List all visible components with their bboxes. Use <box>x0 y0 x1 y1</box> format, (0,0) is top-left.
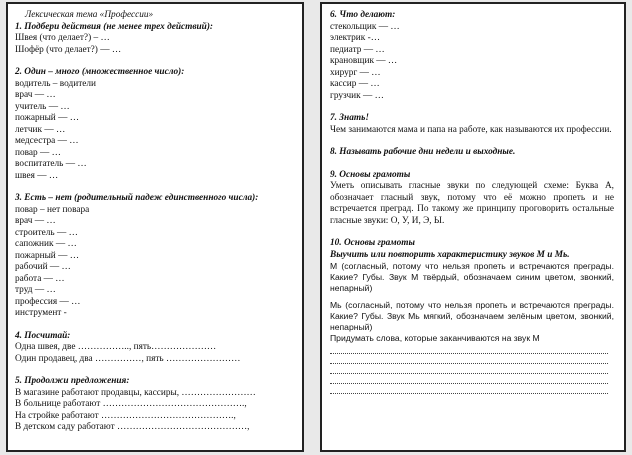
list-item: В больнице работают ………………………………………., <box>15 399 247 409</box>
words-prompt: Придумать слова, которые заканчиваются на звук М <box>330 333 540 343</box>
list-item: Шофёр (что делает?) — … <box>15 44 122 55</box>
list-item: водитель – водители <box>15 78 96 89</box>
section-3-heading: 3. Есть – нет (родительный падеж единственного числа): <box>15 193 259 203</box>
list-item: В магазине работают продавцы, кассиры, …………………… <box>15 387 256 398</box>
list-item: кассир — … <box>330 79 380 89</box>
list-item: учитель — … <box>15 101 70 112</box>
list-item: профессия — … <box>15 296 81 307</box>
answer-line[interactable] <box>330 364 608 374</box>
list-item: летчик — … <box>15 124 66 135</box>
page-title: Лексическая тема «Профессии» <box>25 10 154 20</box>
section-5-heading: 5. Продолжи предложения: <box>15 376 130 386</box>
section-7-text: Чем занимаются мама и папа на работе, как называются их профессии. <box>330 124 612 135</box>
section-4-heading: 4. Посчитай: <box>15 330 71 341</box>
list-item: пожарный — … <box>15 250 80 261</box>
section-1-heading: 1. Подбери действия (не менее трех действий): <box>15 21 214 32</box>
list-item: пожарный — … <box>15 113 80 123</box>
sound-mj-description: Мь (согласный, потому что нельзя пропеть и встречаются преграды. Какие? Губы. Звук Мь мягкий, обозначаем зелёным цветом, звонкий, непарный) <box>330 300 614 332</box>
list-item: труд — … <box>15 285 56 295</box>
list-item: повар — … <box>15 147 61 158</box>
answer-line[interactable] <box>330 354 608 364</box>
section-8-heading: 8. Называть рабочие дни недели и выходные. <box>330 147 516 157</box>
list-item: рабочий — … <box>15 262 71 272</box>
list-item: грузчик — … <box>330 90 384 101</box>
list-item: Один продавец, два ……………, пять …………………… <box>15 353 241 364</box>
list-item: швея — … <box>15 170 59 181</box>
section-10-heading: 10. Основы грамоты <box>330 238 415 248</box>
list-item: Швея (что делает?) – … <box>15 33 110 43</box>
list-item: инструмент - <box>15 308 67 318</box>
list-item: медсестра — … <box>15 136 79 146</box>
answer-line[interactable] <box>330 384 608 394</box>
list-item: На стройке работают ……………………………………., <box>15 410 236 421</box>
list-item: повар – нет повара <box>15 204 90 215</box>
list-item: работа — … <box>15 273 65 284</box>
section-10-task: Выучить или повторить характеристику звуков М и Мь. <box>330 249 570 260</box>
list-item: строитель — … <box>15 227 78 238</box>
right-page <box>320 2 626 452</box>
list-item: В детском саду работают ……………………………………, <box>15 422 250 432</box>
list-item: электрик -… <box>330 33 381 43</box>
list-item: сапожник — … <box>15 239 77 249</box>
list-item: хирург — … <box>330 67 381 78</box>
section-2-heading: 2. Один – много (множественное число): <box>15 67 185 77</box>
left-page <box>6 2 304 452</box>
section-9-text: Уметь описывать гласные звуки по следующей схеме: Буква А, обозначает гласный звук, потому что её можно пропеть и не встречается преград. По такому же принципу проговорить остальные гласные звуки: О, У, И, Э, Ы. <box>330 181 614 226</box>
list-item: Одна швея, две …………….., пять………………… <box>15 342 217 352</box>
sound-m-description: М (согласный, потому что нельзя пропеть и встречаются преграды. Какие? Губы. Звук М твёрдый, обозначаем синим цветом, звонкий, непарный) <box>330 261 614 293</box>
section-7-heading: 7. Знать! <box>330 113 369 123</box>
list-item: воспитатель — … <box>15 159 87 169</box>
answer-line[interactable] <box>330 344 608 354</box>
section-9-heading: 9. Основы грамоты <box>330 169 411 180</box>
section-6-heading: 6. Что делают: <box>330 10 396 20</box>
list-item: педиатр — … <box>330 44 385 55</box>
answer-line[interactable] <box>330 374 608 384</box>
list-item: врач — … <box>15 216 56 226</box>
list-item: стекольщик — … <box>330 21 400 32</box>
list-item: врач — … <box>15 90 56 100</box>
list-item: крановщик — … <box>330 56 398 66</box>
